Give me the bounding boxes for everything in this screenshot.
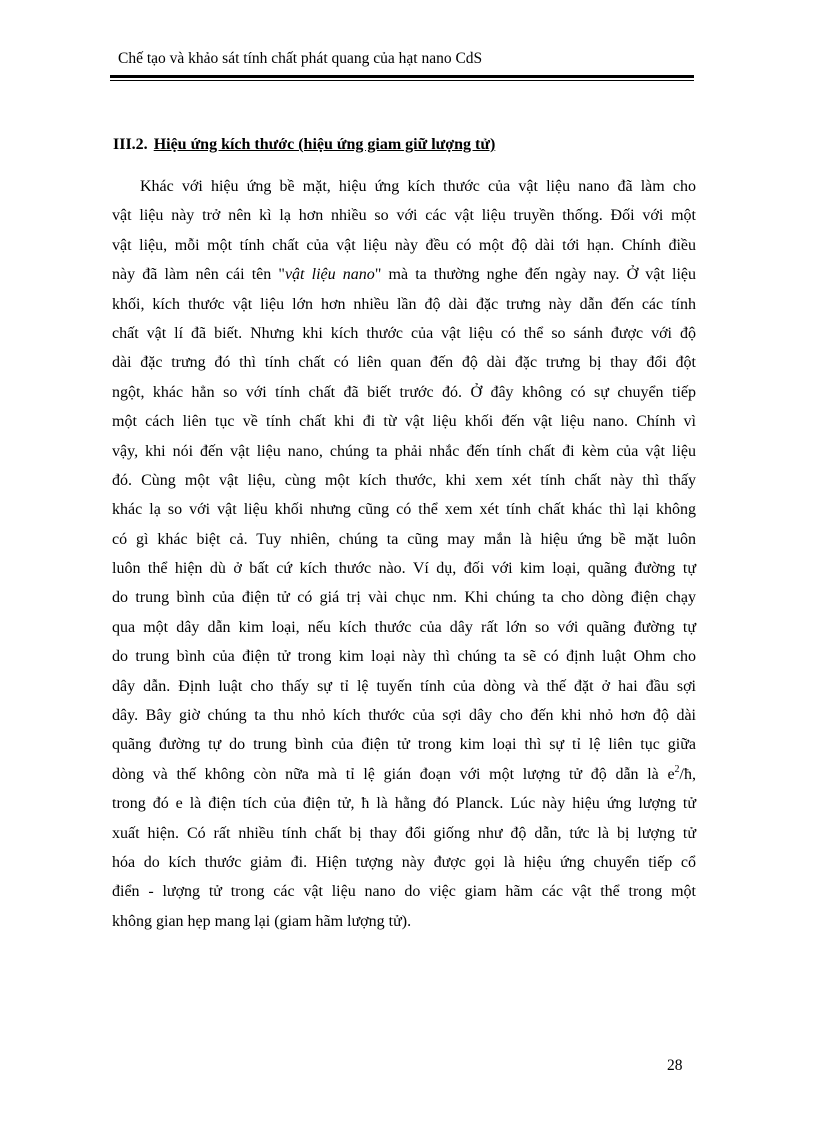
paragraph-line: vật liệu này trở nên kì lạ hơn nhiều so với các vật liệu truyền thống. Đối với một xyxy=(112,207,696,225)
line-text: này đã làm nên cái tên " xyxy=(112,266,285,284)
paragraph-line: một cách liên tục về tính chất khi đi từ vật liệu khối đến vật liệu nano. Chính vì xyxy=(112,413,696,431)
paragraph-line: khối, kích thước vật liệu lớn hơn nhiều lần độ dài đặc trưng này dẫn đến các tính xyxy=(112,295,696,313)
body-paragraph xyxy=(112,172,696,936)
page-number: 28 xyxy=(667,1057,683,1074)
header-rule-thin xyxy=(110,80,694,81)
section-title: Hiệu ứng kích thước (hiệu ứng giam giữ lượng tử) xyxy=(153,136,496,153)
paragraph-line xyxy=(112,760,696,789)
paragraph-line: không gian hẹp mang lại (giam hãm lượng tử). xyxy=(112,912,412,930)
paragraph-line: do trung bình của điện tử có giá trị vài chục nm. Khi chúng ta cho dòng điện chạy xyxy=(112,589,696,607)
paragraph-line: Khác với hiệu ứng bề mặt, hiệu ứng kích thước của vật liệu nano đã làm cho xyxy=(140,178,696,195)
paragraph-line: chất vật lí đã biết. Nhưng khi kích thước của vật liệu có thể so sánh được với độ xyxy=(112,324,696,342)
italic-term: vật liệu nano xyxy=(284,266,375,284)
paragraph-line: đó. Cùng một vật liệu, cùng một kích thước, khi xem xét tính chất này thì thấy xyxy=(112,471,696,489)
paragraph-line: vật liệu, mỗi một tính chất của vật liệu này đều có một độ dài tới hạn. Chính điều xyxy=(112,236,696,254)
paragraph-line: do trung bình của điện tử trong kim loại này thì chúng ta sẽ có định luật Ohm cho xyxy=(112,648,696,666)
paragraph-line: có gì khác biệt cả. Tuy nhiên, chúng ta cũng may mắn là hiệu ứng bề mặt luôn xyxy=(112,530,696,548)
paragraph-line: quãng đường tự do trung bình của điện tử trong kim loại thì sự tỉ lệ liên tục giữa xyxy=(112,736,696,754)
running-header-title: Chế tạo và khảo sát tính chất phát quang của hạt nano CdS xyxy=(118,50,483,67)
header-rule-thick xyxy=(110,75,694,78)
line-text: " mà ta thường nghe đến ngày nay. Ở vật liệu xyxy=(374,266,697,284)
paragraph-line: khác lạ so với vật liệu khối nhưng cũng có thể xem xét tính chất khác thì lại không xyxy=(112,501,696,519)
paragraph-line: vậy, khi nói đến vật liệu nano, chúng ta phải nhắc đến tính chất đi kèm của vật liệu xyxy=(112,442,696,460)
paragraph-line: hóa do kích thước giảm đi. Hiện tượng này được gọi là hiệu ứng chuyển tiếp cổ xyxy=(112,853,696,871)
paragraph-line xyxy=(112,260,696,289)
line-text: dòng và thế không còn nữa mà tỉ lệ gián đoạn với một lượng tử độ dẫn là e xyxy=(112,765,675,783)
section-heading xyxy=(113,136,495,154)
paragraph-line: dây dẫn. Định luật cho thấy sự tỉ lệ tuyến tính của dòng và thế đặt ở hai đầu sợi xyxy=(112,677,696,695)
superscript-exponent: 2 xyxy=(674,763,680,775)
paragraph-line: dây. Bây giờ chúng ta thu nhỏ kích thước của sợi dây cho đến khi nhỏ hơn độ dài xyxy=(112,707,696,725)
paragraph-line: điển - lượng tử trong các vật liệu nano do việc giam hãm các vật thể trong một xyxy=(112,883,696,901)
paragraph-line: ngột, khác hẳn so với tính chất đã biết trước đó. Ở đây không có sự chuyển tiếp xyxy=(112,383,696,401)
line-text: /ħ, xyxy=(679,765,696,783)
paragraph-line: trong đó e là điện tích của điện tử, ħ là hằng đó Planck. Lúc này hiệu ứng lượng tử xyxy=(112,795,696,813)
paragraph-line: luôn thể hiện dù ở bất cứ kích thước nào. Ví dụ, đối với kim loại, quãng đường tự xyxy=(112,560,696,578)
section-number: III.2. xyxy=(113,136,148,153)
paragraph-line: xuất hiện. Có rất nhiều tính chất bị thay đổi giống như độ dẫn, tức là bị lượng tử xyxy=(112,824,696,842)
paragraph-line: dài đặc trưng đó thì tính chất có liên quan đến độ dài đặc trưng bị thay đổi đột xyxy=(112,354,696,372)
paragraph-line: qua một dây dẫn kim loại, nếu kích thước của dây rất lớn so với quãng đường tự xyxy=(112,618,696,636)
